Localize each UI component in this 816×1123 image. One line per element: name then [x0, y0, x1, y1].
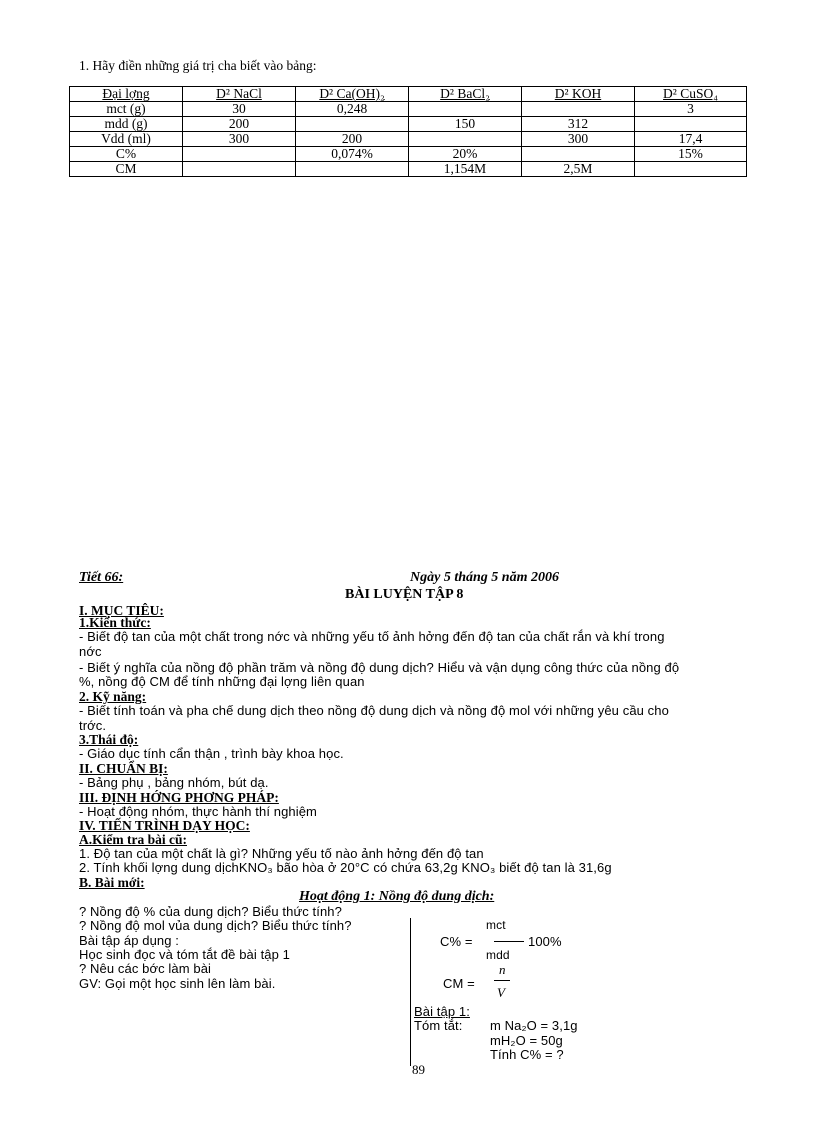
table-cell: 300 [522, 132, 635, 147]
table-cell [296, 162, 409, 177]
preparation-heading: II. CHUẨN BỊ: [79, 761, 168, 776]
check-heading: A.Kiểm tra bài cũ: [79, 832, 187, 847]
table-header-cell: D² NaCl [183, 87, 296, 102]
table-header-cell: Đại lợng [70, 87, 183, 102]
table-cell: 17,4 [635, 132, 747, 147]
molar-formula-denominator: V [497, 985, 506, 1000]
left-col-line: GV: Gọi một học sinh lên làm bài. [79, 976, 276, 991]
table-cell: CM [70, 162, 183, 177]
table-cell [183, 147, 296, 162]
attitude-heading: 3.Thái độ: [79, 732, 139, 747]
table-cell: C% [70, 147, 183, 162]
molar-formula-bar [494, 980, 510, 981]
table-cell: mdd (g) [70, 117, 183, 132]
activity-heading: Hoạt động 1: Nồng độ dung dịch: [299, 889, 495, 904]
table-cell: 20% [409, 147, 522, 162]
check-question: 1. Độ tan của một chất là gì? Những yếu tố nào ảnh hởng đến độ tan [79, 846, 484, 861]
table-header-cell: D² CuSO₄ [635, 87, 747, 102]
percent-formula-numerator: mct [486, 918, 506, 932]
table-cell: 30 [183, 102, 296, 117]
percent-formula-lhs: C% = [440, 934, 473, 949]
left-col-line: ? Nồng độ % của dung dịch? Biểu thức tính? [79, 904, 342, 919]
knowledge-heading: 1.Kiến thức: [79, 615, 151, 630]
table-row [70, 117, 747, 132]
lesson-period: Tiết 66: [79, 570, 124, 585]
table-cell [635, 162, 747, 177]
process-heading: IV. TIẾN TRÌNH DẠY HỌC: [79, 818, 250, 833]
table-cell: 200 [296, 132, 409, 147]
table-cell: 0,074% [296, 147, 409, 162]
table-cell [409, 132, 522, 147]
molar-formula-lhs: CM = [443, 976, 475, 991]
method-line: - Hoạt động nhóm, thực hành thí nghiệm [79, 804, 317, 819]
table-cell: 312 [522, 117, 635, 132]
preparation-line: - Bảng phụ , bảng nhóm, bút dạ. [79, 775, 269, 790]
check-question: 2. Tính khối lợng dung dịchKNO₃ bão hòa ở 20°C có chứa 63,2g KNO₃ biết độ tan là 31,6g [79, 860, 612, 875]
lesson-title: BÀI LUYỆN TẬP 8 [345, 587, 464, 602]
table-cell [409, 102, 522, 117]
table-cell: 2,5M [522, 162, 635, 177]
table-row [70, 147, 747, 162]
method-heading: III. ĐỊNH HỚNG PHƠNG PHÁP: [79, 790, 279, 805]
table-cell: 15% [635, 147, 747, 162]
exercise1-label: Bài tập 1: [414, 1004, 470, 1019]
skills-line: trớc. [79, 718, 107, 733]
table-cell [522, 102, 635, 117]
exercise1-given: mH₂O = 50g [490, 1033, 563, 1048]
lesson-date: Ngày 5 tháng 5 năm 2006 [410, 570, 559, 585]
table-cell [635, 117, 747, 132]
page-number: 89 [412, 1062, 425, 1077]
left-col-line: ? Nồng độ mol vủa dung dịch? Biểu thức tính? [79, 918, 352, 933]
table-cell: 150 [409, 117, 522, 132]
exercise1-find: Tính C% = ? [490, 1047, 564, 1062]
exercise1-summary-label: Tóm tắt: [414, 1018, 463, 1033]
knowledge-line: - Biết độ tan của một chất trong nớc và những yếu tố ảnh hởng đến độ tan của chất rắn và khí trong [79, 629, 665, 644]
knowledge-line: nớc [79, 644, 102, 659]
exercise1-given: m Na₂O = 3,1g [490, 1018, 578, 1033]
table-cell [522, 147, 635, 162]
table-row [70, 132, 747, 147]
exercise-instruction: 1. Hãy điền những giá trị cha biết vào bảng: [79, 58, 317, 73]
table-header-cell: D² Ca(OH)₂ [296, 87, 409, 102]
objectives-heading: I. MỤC TIÊU: [79, 603, 164, 618]
table-cell: 0,248 [296, 102, 409, 117]
table-cell: 3 [635, 102, 747, 117]
table-cell: 300 [183, 132, 296, 147]
left-col-line: ? Nêu các bớc làm bài [79, 961, 212, 976]
table-cell [183, 162, 296, 177]
table-row [70, 102, 747, 117]
table-cell [296, 117, 409, 132]
new-lesson-heading: B. Bài mới: [79, 875, 145, 890]
percent-formula-denominator: mdd [486, 948, 510, 962]
table-cell: 1,154M [409, 162, 522, 177]
table-header-row [70, 87, 747, 102]
left-col-line: Bài tập áp dụng : [79, 933, 179, 948]
molar-formula-numerator: n [499, 962, 506, 977]
column-divider [410, 918, 411, 1066]
table-cell: mct (g) [70, 102, 183, 117]
skills-line: - Biết tính toán và pha chế dung dịch theo nồng độ dung dịch và nồng độ mol với những yêu cầu cho [79, 703, 669, 718]
left-col-line: Học sinh đọc và tóm tắt đề bài tập 1 [79, 947, 290, 962]
percent-formula-rhs: 100% [528, 934, 562, 949]
knowledge-line: - Biết ý nghĩa của nồng độ phần trăm và nồng độ dung dịch? Hiểu và vận dụng công thức của nồng độ [79, 660, 680, 675]
skills-heading: 2. Kỹ năng: [79, 689, 147, 704]
table-cell: Vdd (ml) [70, 132, 183, 147]
percent-formula-bar [494, 941, 524, 942]
table-cell: 200 [183, 117, 296, 132]
table-header-cell: D² KOH [522, 87, 635, 102]
table-row [70, 162, 747, 177]
solution-table [69, 86, 747, 177]
knowledge-line: %, nồng độ CM để tính những đại lợng liên quan [79, 674, 365, 689]
attitude-line: - Giáo dục tính cẩn thận , trình bày khoa học. [79, 746, 344, 761]
table-header-cell: D² BaCl₂ [409, 87, 522, 102]
